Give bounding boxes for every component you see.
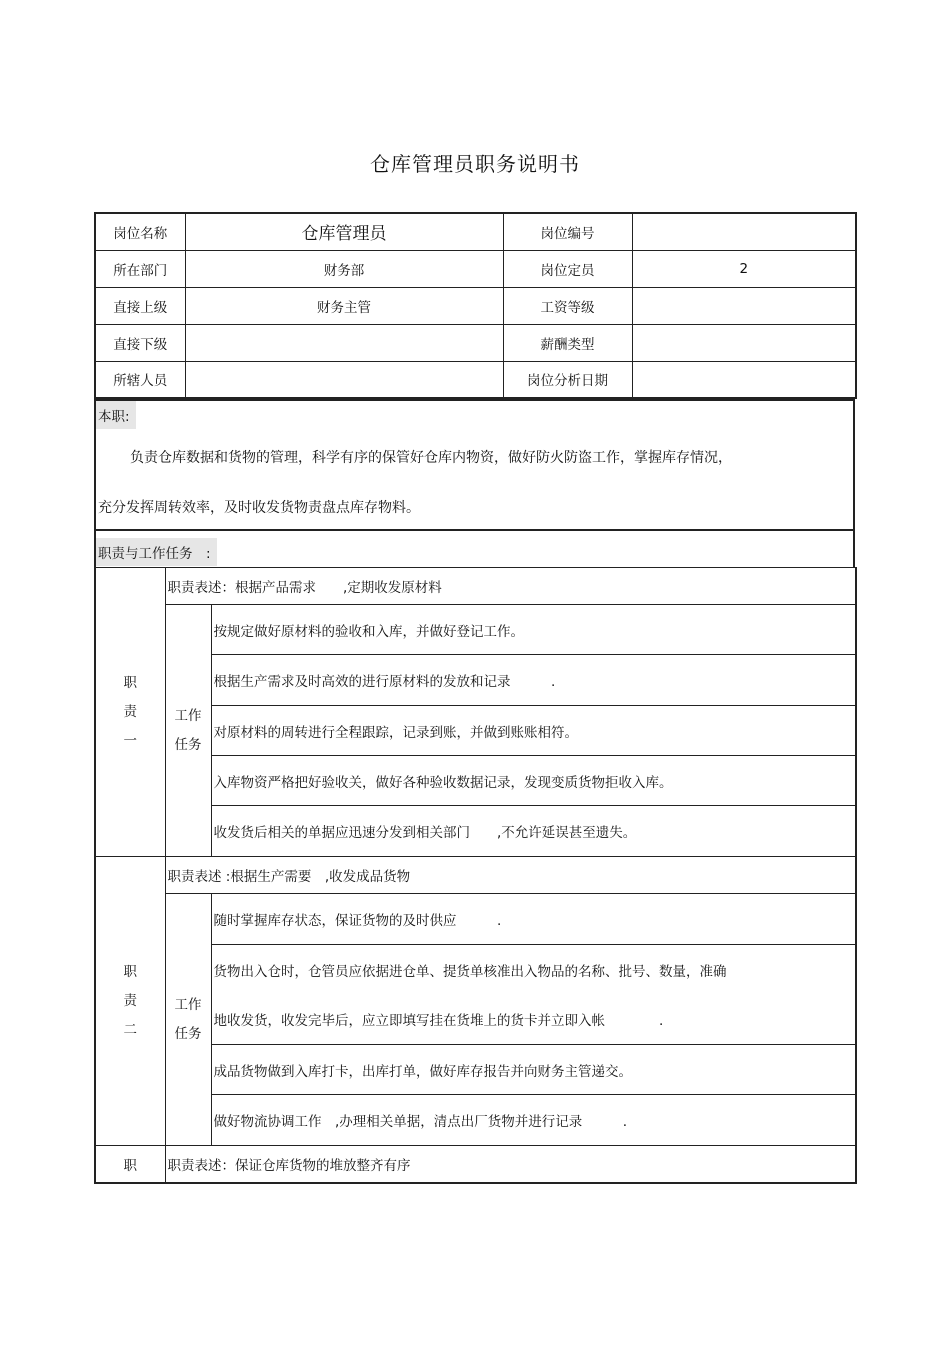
task-item: 地收发货，收发完毕后，应立即填写挂在货堆上的货卡并立即入帐 .: [211, 995, 856, 1045]
task-label-2: 工作 任务: [165, 894, 211, 1146]
value-supervisor: 财务主管: [185, 287, 503, 324]
label-pay-type: 薪酬类型: [503, 324, 632, 361]
label-position-name: 岗位名称: [95, 213, 185, 250]
label-subordinate: 直接下级: [95, 324, 185, 361]
duty-desc-2: 职责表述 :根据生产需要 ,收发成品货物: [165, 857, 856, 894]
tasks-heading: 职责与工作任务 :: [96, 538, 217, 566]
duty-desc-row: [95, 1146, 856, 1183]
document-title: 仓库管理员职务说明书: [370, 152, 580, 176]
duty-desc-3: 职责表述：保证仓库货物的堆放整齐有序: [165, 1146, 856, 1183]
task-item: 对原材料的周转进行全程跟踪，记录到账，并做到账账相符。: [211, 706, 856, 756]
task-row: [95, 894, 856, 945]
task-row: [95, 605, 856, 655]
main-duty-section: [94, 399, 855, 531]
task-label-1: 工作 任务: [165, 605, 211, 857]
task-item: 随时掌握库存状态，保证货物的及时供应 .: [211, 894, 856, 945]
label-analysis-date: 岗位分析日期: [503, 361, 632, 398]
task-item: 根据生产需求及时高效的进行原材料的发放和记录 .: [211, 655, 856, 706]
info-row: [95, 287, 856, 324]
duty-label-3: 职: [95, 1146, 165, 1183]
task-item: 入库物资严格把好验收关，做好各种验收数据记录，发现变质货物拒收入库。: [211, 756, 856, 806]
main-duty-text-line1: 负责仓库数据和货物的管理，科学有序的保管好仓库内物资，做好防火防盗工作，掌握库存情况，: [130, 450, 732, 466]
info-row: [95, 324, 856, 361]
value-staff: [185, 361, 503, 398]
label-salary-grade: 工资等级: [503, 287, 632, 324]
value-pay-type: [632, 324, 856, 361]
task-item: 收发货后相关的单据应迅速分发到相关部门 ,不允许延误甚至遗失。: [211, 806, 856, 857]
label-staff: 所辖人员: [95, 361, 185, 398]
duty-desc-row: [95, 857, 856, 894]
duty-label-2: 职 责 二: [95, 857, 165, 1146]
task-item: 按规定做好原材料的验收和入库，并做好登记工作。: [211, 605, 856, 655]
value-department: 财务部: [185, 250, 503, 287]
label-position-code: 岗位编号: [503, 213, 632, 250]
duty-desc-row: [95, 568, 856, 605]
value-analysis-date: [632, 361, 856, 398]
task-item: 成品货物做到入库打卡，出库打单，做好库存报告并向财务主管递交。: [211, 1045, 856, 1095]
label-department: 所在部门: [95, 250, 185, 287]
info-row: [95, 213, 856, 250]
info-row: [95, 361, 856, 398]
duties-table: [94, 567, 857, 1184]
label-supervisor: 直接上级: [95, 287, 185, 324]
value-position-code: [632, 213, 856, 250]
value-headcount: 2: [632, 250, 856, 287]
value-subordinate: [185, 324, 503, 361]
value-salary-grade: [632, 287, 856, 324]
main-duty-text-line2: 充分发挥周转效率，及时收发货物责盘点库存物料。: [98, 500, 420, 516]
task-item: 做好物流协调工作 ,办理相关单据，清点出厂货物并进行记录 .: [211, 1095, 856, 1146]
info-row: [95, 250, 856, 287]
label-headcount: 岗位定员: [503, 250, 632, 287]
duty-label-1: 职 责 一: [95, 568, 165, 857]
duty-desc-1: 职责表述：根据产品需求 ,定期收发原材料: [165, 568, 856, 605]
main-duty-heading: 本职:: [96, 401, 136, 429]
tasks-heading-row: [94, 530, 855, 568]
task-item: 货物出入仓时，仓管员应依据进仓单、提货单核准出入物品的名称、批号、数量，准确: [211, 945, 856, 995]
value-position-name: 仓库管理员: [185, 213, 503, 250]
info-table: [94, 212, 857, 399]
